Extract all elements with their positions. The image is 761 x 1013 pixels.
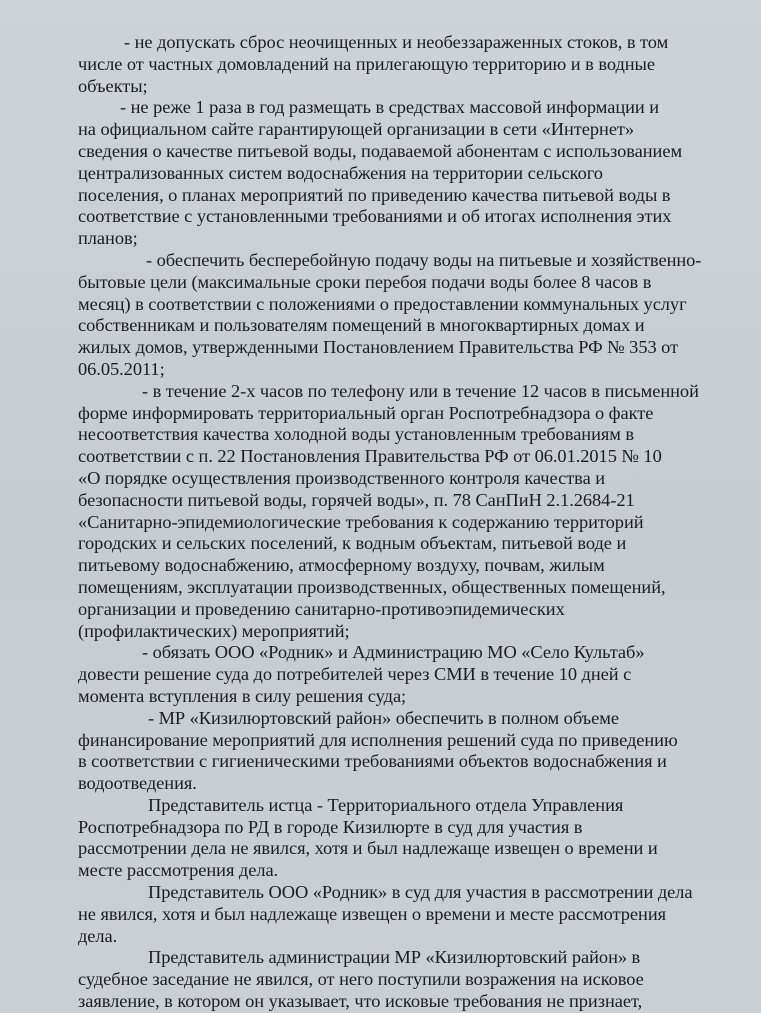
text-line: Роспотребнадзора по РД в городе Кизилюрте в суд для участия в [78,816,583,837]
paragraph-plaintiff-representative [78,795,721,882]
paragraph-media-publication [78,97,721,250]
text-line: финансирование мероприятий для исполнения решений суда по приведению [78,729,678,750]
text-line: судебное заседание не явился, от него поступили возражения на исковое [78,969,644,990]
text-line: (профилактических) мероприятий; [78,620,350,641]
paragraph-rodnik-representative [78,882,721,947]
text-line: «Санитарно-эпидемиологические требования к содержанию территорий [78,511,644,532]
text-line: - не реже 1 раза в год размещать в средствах массовой информации и [120,97,660,118]
text-line: довести решение суда до потребителей через СМИ в течение 10 дней с [78,664,632,685]
text-line: поселения, о планах мероприятий по приведению качества питьевой воды в [78,184,671,205]
text-line: организации и проведению санитарно-противоэпидемических [78,598,565,619]
text-line: объекты; [78,75,148,96]
text-line: рассмотрении дела не явился, хотя и был надлежаще извещен о времени и [78,838,658,859]
text-line: - не допускать сброс неочищенных и необеззараженных стоков, в том [124,32,669,52]
text-line: планов; [78,228,138,249]
text-line: момента вступления в силу решения суда; [78,685,407,706]
text-line: «О порядке осуществления производственного контроля качества и [78,467,606,488]
text-line: городских и сельских поселений, к водным объектам, питьевой воде и [78,533,627,554]
text-line: 06.05.2011; [78,358,165,379]
paragraph-no-discharge [78,32,721,97]
text-line: на официальном сайте гарантирующей организации в сети «Интернет» [78,119,635,140]
text-line: помещениям, эксплуатации производственных, общественных помещений, [78,576,666,597]
text-line: дела. [78,925,118,946]
paragraph-financing [78,708,721,795]
text-line: - обязать ООО «Родник» и Администрацию МО «Село Культаб» [142,642,645,663]
text-line: форме информировать территориальный орган Роспотребнадзора о факте [78,402,654,423]
text-line: - МР «Кизилюртовский район» обеспечить в полном объеме [148,707,619,728]
text-line: - обеспечить бесперебойную подачу воды на питьевые и хозяйственно- [146,249,702,270]
text-line: в соответствии с гигиеническими требованиями объектов водоснабжения и [78,751,667,772]
text-line: водоотведения. [78,773,197,794]
text-line: безопасности питьевой воды, горячей воды», п. 78 СанПиН 2.1.2684-21 [78,489,635,510]
text-line: - в течение 2-х часов по телефону или в течение 12 часов в письменной [142,380,699,401]
text-line: Представитель администрации МР «Кизилюртовский район» в [148,947,641,968]
text-line: сведения о качестве питьевой воды, подаваемой абонентам с использованием [78,140,683,161]
text-line: питьевому водоснабжению, атмосферному воздуху, почвам, жилым [78,555,605,576]
text-line: централизованных систем водоснабжения на территории сельского [78,162,603,183]
text-line: не явился, хотя и был надлежаще извещен о времени и месте рассмотрения [78,903,667,924]
text-line: соответствии с п. 22 Постановления Правительства РФ от 06.01.2015 № 10 [78,446,662,467]
text-line: Представитель истца - Территориального отдела Управления [148,794,624,815]
paragraph-administration-representative [78,947,721,1012]
text-line: числе от частных домовладений на прилегающую территорию и в водные [78,53,655,74]
text-line: соответствие с установленными требованиями и об итогах исполнения этих [78,206,672,227]
text-line: собственникам и пользователям помещений в многоквартирных домах и [78,315,645,336]
text-line: бытовые цели (максимальные сроки перебоя подачи воды более 8 часов в [78,271,652,292]
text-line: месяц) в соответствии с положениями о предоставлении коммунальных услуг [78,293,687,314]
paragraph-uninterrupted-supply [78,250,721,381]
text-line: месте рассмотрения дела. [78,860,279,881]
text-line: жилых домов, утвержденными Постановлением Правительства РФ № 353 от [78,337,679,358]
text-line: заявление, в котором он указывает, что исковые требования не признает, [78,991,643,1012]
paragraph-notify-rospotrebnadzor [78,381,721,643]
paragraph-oblige-rodnik [78,642,721,707]
document-body [78,32,721,1013]
text-line: несоответствия качества холодной воды установленным требованиям в [78,424,635,445]
text-line: Представитель ООО «Родник» в суд для участия в рассмотрении дела [148,882,693,903]
